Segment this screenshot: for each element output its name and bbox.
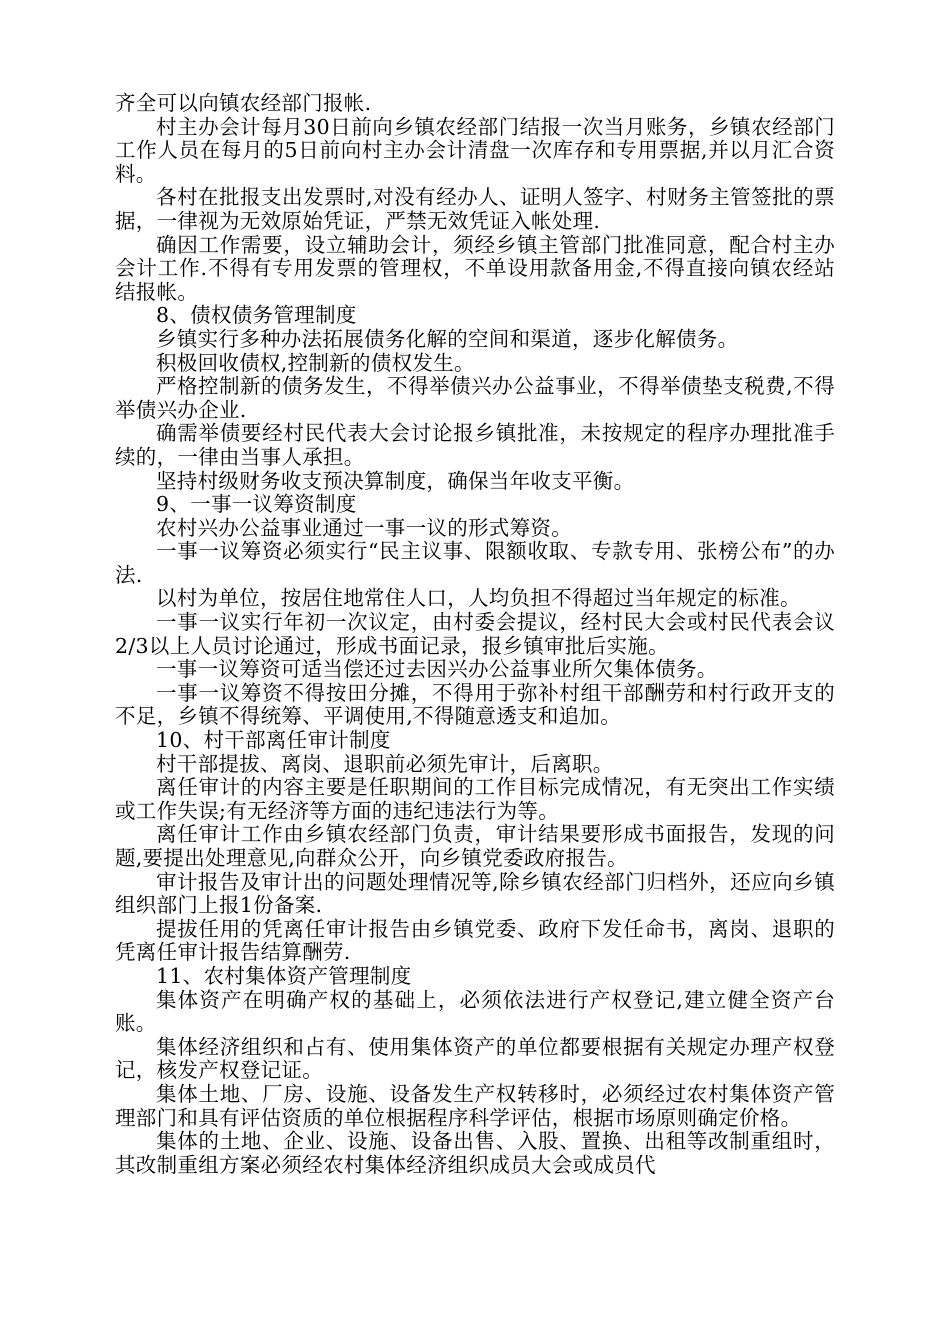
paragraph: 离任审计的内容主要是任职期间的工作目标完成情况，有无突出工作实绩或工作失误;有无经济等方面的违纪违法行为等。 bbox=[115, 775, 835, 823]
paragraph: 积极回收债权,控制新的债权发生。 bbox=[156, 350, 475, 375]
paragraph: 集体资产在明确产权的基础上，必须依法进行产权登记,建立健全资产台账。 bbox=[115, 987, 835, 1036]
paragraph: 离任审计工作由乡镇农经部门负责，审计结果要形成书面报告，发现的问题,要提出处理意见,向群众公开，向乡镇党委政府报告。 bbox=[115, 822, 835, 870]
paragraph: 农村兴办公益事业通过一事一议的形式筹资。 bbox=[156, 515, 572, 540]
paragraph: 集体的土地、企业、设施、设备出售、入股、置换、出租等改制重组时，其改制重组方案必须经农村集体经济组织成员大会或成员代 bbox=[115, 1129, 835, 1177]
paragraph: 一事一议筹资必须实行“民主议事、限额收取、专款专用、张榜公布”的办法. bbox=[115, 539, 835, 587]
section-heading: 9、一事一议筹资制度 bbox=[156, 492, 357, 517]
paragraph: 一事一议实行年初一次议定，由村委会提议，经村民大会或村民代表会议2/3以上人员讨论通过，形成书面记录，报乡镇审批后实施。 bbox=[115, 610, 835, 658]
document-body bbox=[115, 92, 835, 1177]
paragraph: 集体经济组织和占有、使用集体资产的单位都要根据有关规定办理产权登记，核发产权登记证。 bbox=[115, 1034, 835, 1083]
paragraph: 坚持村级财务收支预决算制度，确保当年收支平衡。 bbox=[156, 468, 635, 493]
paragraph: 村主办会计每月30日前向乡镇农经部门结报一次当月账务，乡镇农经部门工作人员在每月的5日前向村主办会计清盘一次库存和专用票据,并以月汇合资料。 bbox=[115, 114, 835, 186]
paragraph: 各村在批报支出发票时,对没有经办人、证明人签字、村财务主管签批的票据，一律视为无效原始凭证，严禁无效凭证入帐处理. bbox=[115, 185, 835, 233]
paragraph: 一事一议筹资不得按田分摊，不得用于弥补村组干部酬劳和村行政开支的不足，乡镇不得统筹、平调使用,不得随意透支和追加。 bbox=[115, 680, 835, 729]
paragraph-continuation: 齐全可以向镇农经部门报帐. bbox=[115, 91, 372, 115]
section-heading: 11、农村集体资产管理制度 bbox=[156, 963, 412, 988]
paragraph: 严格控制新的债务发生，不得举债兴办公益事业，不得举债垫支税费,不得举债兴办企业. bbox=[115, 374, 835, 422]
section-heading: 10、村干部离任审计制度 bbox=[156, 728, 391, 753]
paragraph: 审计报告及审计出的问题处理情况等,除乡镇农经部门归档外，还应向乡镇组织部门上报1份备案. bbox=[115, 869, 835, 918]
paragraph: 以村为单位，按居住地常住人口，人均负担不得超过当年规定的标准。 bbox=[156, 586, 801, 611]
paragraph: 村干部提拔、离岗、退职前必须先审计，后离职。 bbox=[156, 751, 614, 776]
paragraph: 确需举债要经村民代表大会讨论报乡镇批准，未按规定的程序办理批准手续的，一律由当事人承担。 bbox=[115, 421, 835, 469]
paragraph: 一事一议筹资可适当偿还过去因兴办公益事业所欠集体债务。 bbox=[156, 657, 718, 682]
paragraph: 乡镇实行多种办法拓展债务化解的空间和渠道，逐步化解债务。 bbox=[156, 326, 739, 351]
section-heading: 8、债权债务管理制度 bbox=[156, 303, 357, 328]
paragraph: 提拔任用的凭离任审计报告由乡镇党委、政府下发任命书，离岗、退职的凭离任审计报告结算酬劳. bbox=[115, 916, 835, 965]
paragraph: 确因工作需要，设立辅助会计，须经乡镇主管部门批准同意，配合村主办会计工作.不得有专用发票的管理权，不单设用款备用金,不得直接向镇农经站结报帐。 bbox=[115, 232, 835, 304]
paragraph: 集体土地、厂房、设施、设备发生产权转移时，必须经过农村集体资产管理部门和具有评估资质的单位根据程序科学评估，根据市场原则确定价格。 bbox=[115, 1081, 835, 1130]
